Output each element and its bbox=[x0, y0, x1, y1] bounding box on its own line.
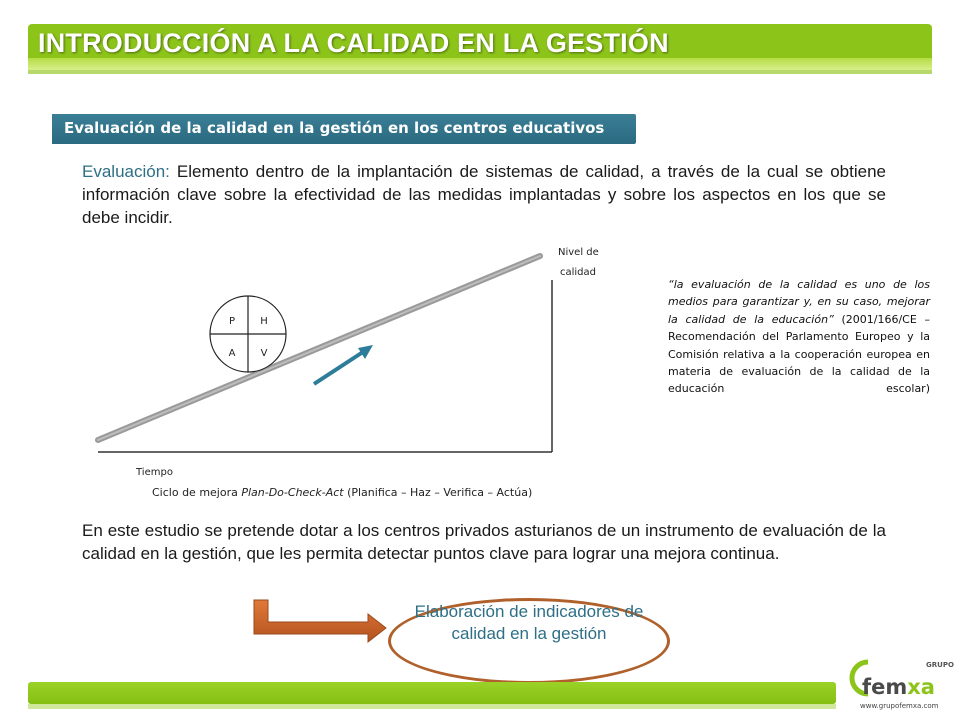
intro-paragraph bbox=[82, 160, 886, 229]
header-bar-underline bbox=[28, 70, 932, 74]
result-arrow-icon bbox=[240, 596, 390, 646]
logo-url-text: www.grupofemxa.com bbox=[860, 702, 939, 710]
logo-brand-part-b: xa bbox=[907, 675, 935, 699]
intro-term: Evaluación: bbox=[82, 162, 170, 181]
logo-group-text: GRUPO bbox=[926, 661, 954, 669]
section-title: Evaluación de la calidad en la gestión en los centros educativos bbox=[64, 119, 605, 137]
footer-bar bbox=[28, 682, 836, 704]
progress-arrow-shaft bbox=[314, 350, 366, 384]
header-bar-shade bbox=[28, 58, 932, 70]
diagram-caption bbox=[152, 486, 532, 499]
pdca-do-label: H bbox=[260, 316, 268, 327]
page-title: INTRODUCCIÓN A LA CALIDAD EN LA GESTIÓN bbox=[38, 28, 669, 58]
study-paragraph: En este estudio se pretende dotar a los centros privados asturianos de un instrumento de evaluación de la calidad en la gestión, que les permita detectar puntos clave para lograr una mejora continua. bbox=[82, 521, 886, 563]
result-text: Elaboración de indicadores de calidad en la gestión bbox=[414, 602, 644, 643]
caption-italic: Plan-Do-Check-Act bbox=[241, 486, 344, 499]
femxa-logo bbox=[846, 656, 956, 716]
pdca-act-label: A bbox=[228, 348, 236, 359]
pdca-plan-label: P bbox=[228, 316, 236, 327]
logo-brand-text bbox=[862, 675, 935, 699]
y-axis-label-line2: calidad bbox=[560, 267, 597, 278]
y-axis-label-line1: Nivel de bbox=[558, 247, 599, 258]
caption-prefix: Ciclo de mejora bbox=[152, 486, 242, 499]
logo-brand-part-a: fem bbox=[862, 675, 908, 699]
quote-block bbox=[668, 276, 930, 398]
quote-source: (2001/166/CE – Recomendación del Parlamento Europeo y la Comisión relativa a la cooperación europea en materia de evaluación de la calidad de la educación escolar) bbox=[668, 312, 930, 396]
footer-bar-shade bbox=[28, 704, 836, 709]
improvement-ramp-highlight bbox=[98, 256, 540, 440]
x-axis-label: Tiempo bbox=[136, 467, 173, 478]
quality-diagram bbox=[90, 240, 650, 485]
intro-text: Elemento dentro de la implantación de sistemas de calidad, a través de la cual se obtiene información clave sobre la efectividad de las medidas implantadas y sobre los aspectos en los que se debe incidir. bbox=[82, 162, 886, 227]
pdca-check-label: V bbox=[260, 348, 268, 359]
caption-suffix: (Planifica – Haz – Verifica – Actúa) bbox=[343, 486, 533, 499]
quote-italic: “la evaluación de la calidad es uno de los medios para garantizar y, en su caso, mejorar la calidad de la educación” bbox=[668, 278, 930, 326]
